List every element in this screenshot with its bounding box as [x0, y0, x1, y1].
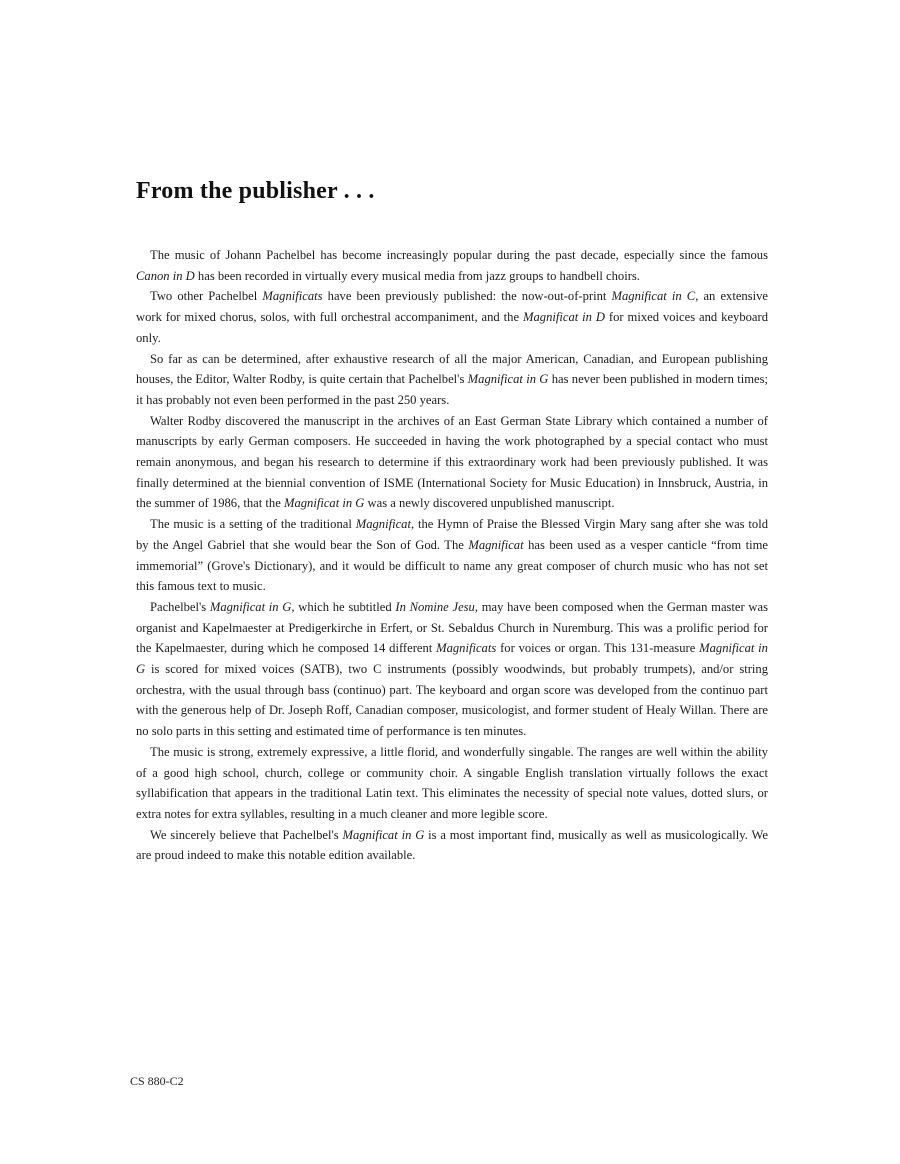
paragraph: [136, 825, 768, 866]
paragraph: [136, 245, 768, 286]
body-text: [136, 245, 768, 866]
text-run: Two other Pachelbel: [150, 289, 263, 304]
text-run: We sincerely believe that Pachelbel's: [150, 827, 343, 842]
paragraph: [136, 286, 768, 348]
paragraph: [136, 411, 768, 515]
italic-title: Magnificat in G: [283, 496, 365, 511]
text-run: may have been composed when the German master was organist and Kapelmaester at Predigerkirche in Erfert, or St. Sebaldus Church in Nuremburg. This was a prolific period for the Kapelmaester, during which he composed 14 different: [136, 599, 768, 656]
italic-title: Magnificats: [436, 641, 497, 656]
paragraph: [136, 597, 768, 742]
text-run: for voices or organ. This 131-measure: [496, 641, 700, 656]
paragraph: [136, 349, 768, 411]
text-run: for mixed voices and keyboard only.: [136, 310, 769, 345]
page-title: From the publisher . . .: [136, 178, 375, 204]
catalog-number: CS 880-C2: [130, 1074, 184, 1088]
italic-title: Magnificats: [262, 289, 323, 304]
text-run: The music is strong, extremely expressive, a little florid, and wonderfully singable. The ranges are well within the ability of a good high school, church, college or community choir. A singable English translation virtually follows the exact syllabification that appears in the traditional Latin text. This eliminates the necessity of special note values, dotted slurs, or extra notes for extra syllables, resulting in a much cleaner and more legible score.: [136, 744, 768, 821]
text-run: Walter Rodby discovered the manuscript in the archives of an East German State Library which contained a number of manuscripts by early German composers. He succeeded in having the work photographed by a special contact who must remain anonymous, and began his research to determine if this extraordinary work had been previously published. It was finally determined at the biennial convention of ISME (International Society for Music Education) in Innsbruck, Austria, in the summer of 1986, that the: [136, 413, 768, 511]
text-run: is scored for mixed voices (SATB), two C instruments (possibly woodwinds, but probably trumpets), and/or string orchestra, with the usual through bass (continuo) part. The keyboard and organ score was developed from the continuo part with the generous help of Dr. Joseph Roff, Canadian composer, musicologist, and former student of Healy Willan. There are no solo parts in this setting and estimated time of performance is ten minutes.: [136, 662, 768, 739]
italic-title: Magnificat in G: [136, 641, 768, 677]
italic-title: Magnificat: [468, 537, 524, 552]
italic-title: Magnificat in G: [467, 372, 549, 387]
text-run: have been previously published: the now-out-of-print: [322, 289, 612, 304]
italic-title: Magnificat in D: [522, 310, 605, 325]
text-run: , the Hymn of Praise the Blessed Virgin Mary sang after she was told by the Angel Gabriel that she would bear the Son of God. The: [136, 517, 769, 552]
paragraph: [136, 514, 768, 597]
text-run: has been recorded in virtually every musical media from jazz groups to handbell choirs.: [194, 268, 640, 283]
text-run: which he subtitled: [294, 599, 396, 614]
italic-title: Magnificat: [355, 517, 411, 532]
text-run: has been used as a vesper canticle “from time immemorial” (Grove's Dictionary), and it would be difficult to name any great composer of church music who has not set this famous text to music.: [136, 537, 768, 594]
italic-title: Magnificat in C: [611, 289, 696, 304]
italic-title: Canon in D: [136, 268, 195, 283]
paragraph: [136, 742, 768, 825]
italic-title: Magnificat in G: [342, 827, 425, 842]
italic-title: In Nomine Jesu,: [395, 599, 479, 614]
text-run: is a most important find, musically as well as musicologically. We are proud indeed to make this notable edition available.: [136, 827, 768, 863]
text-run: The music is a setting of the traditional: [150, 517, 356, 532]
italic-title: Magnificat in G,: [209, 599, 295, 614]
text-run: was a newly discovered unpublished manuscript.: [364, 496, 615, 511]
text-run: Pachelbel's: [150, 599, 210, 614]
text-run: , an extensive work for mixed chorus, solos, with full orchestral accompaniment, and the: [136, 289, 769, 325]
text-run: So far as can be determined, after exhaustive research of all the major American, Canadian, and European publishing houses, the Editor, Walter Rodby, is quite certain that Pachelbel's: [136, 351, 768, 387]
text-run: has never been published in modern times; it has probably not even been performed in the past 250 years.: [136, 372, 769, 407]
text-run: The music of Johann Pachelbel has become increasingly popular during the past decade, especially since the famous: [150, 248, 768, 262]
